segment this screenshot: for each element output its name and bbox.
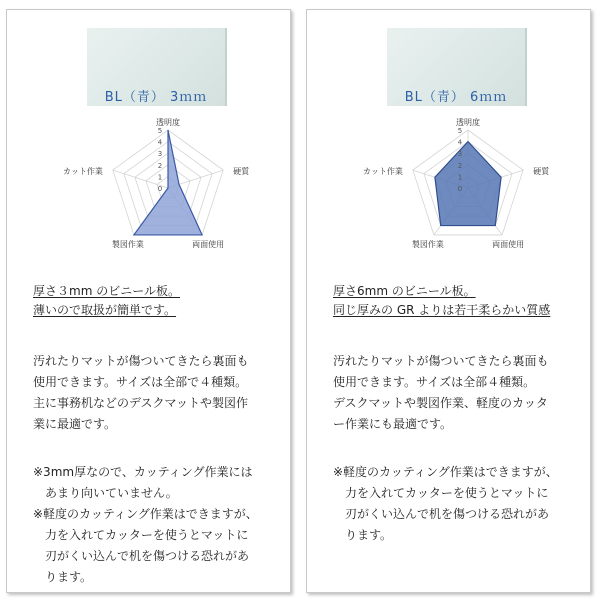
radar-scale-label: 1 bbox=[157, 173, 163, 182]
notes bbox=[333, 462, 588, 546]
headline-line: 同じ厚みの GR よりは若干柔らかい質感 bbox=[333, 303, 551, 317]
product-card-3mm bbox=[6, 9, 291, 593]
description-line: ー作業にも最適です。 bbox=[333, 417, 453, 431]
radar-data-area bbox=[134, 130, 202, 235]
note-line: 刃がくい込んで机を傷つける恐れがあ bbox=[345, 507, 550, 521]
radar-scale-label: 4 bbox=[457, 138, 463, 147]
radar-chart bbox=[345, 106, 555, 266]
radar-scale-label: 5 bbox=[157, 127, 163, 135]
headline-line: 厚さ6mm のビニール板。 bbox=[333, 284, 476, 298]
vinyl-sample-swatch bbox=[87, 28, 227, 106]
radar-axis-label: 両面使用 bbox=[492, 239, 525, 249]
note-line: ※3mm厚なので、カッティング作業には bbox=[33, 465, 253, 479]
description-line: 業に最適です。 bbox=[33, 417, 117, 431]
description-line: 汚れたりマットが傷ついてきたら裏面も bbox=[333, 354, 549, 368]
radar-scale-label: 2 bbox=[457, 161, 463, 170]
description-line: 使用できます。サイズは全部で４種類。 bbox=[33, 375, 248, 389]
note-line: あまり向いていません。 bbox=[45, 486, 178, 500]
description bbox=[33, 351, 283, 435]
radar-data-area bbox=[435, 142, 501, 226]
description bbox=[333, 351, 583, 435]
radar-scale-label: 1 bbox=[457, 173, 463, 182]
radar-axis-label: 製図作業 bbox=[411, 239, 444, 249]
radar-axis-label: 両面使用 bbox=[192, 239, 225, 249]
radar-scale-label: 0 bbox=[457, 185, 463, 193]
radar-scale-label: 0 bbox=[157, 185, 163, 193]
headline bbox=[33, 282, 283, 320]
radar-axis-label: カット作業 bbox=[362, 167, 403, 177]
headline bbox=[333, 282, 583, 320]
radar-scale-label: 3 bbox=[157, 150, 163, 159]
description-line: 主に事務机などのデスクマットや製図作 bbox=[33, 396, 249, 410]
headline-line: 薄いので取扱が簡単です。 bbox=[33, 303, 177, 317]
notes bbox=[33, 462, 288, 588]
headline-line: 厚さ３mm のビニール板。 bbox=[33, 284, 180, 298]
radar-axis-label: 製図作業 bbox=[111, 239, 144, 249]
note-line: ります。 bbox=[45, 570, 93, 584]
radar-axis-label: カット作業 bbox=[62, 167, 103, 177]
radar-scale-label: 5 bbox=[457, 127, 463, 135]
radar-axis-label: 透明度 bbox=[156, 118, 180, 127]
note-line: ※軽度のカッティング作業はできますが、 bbox=[33, 507, 258, 521]
sample-label: BL（青） 3ｍｍ bbox=[104, 90, 208, 105]
vinyl-sample-swatch bbox=[387, 28, 527, 106]
radar-scale-label: 3 bbox=[457, 150, 463, 159]
radar-axis-label: 硬質 bbox=[233, 167, 250, 177]
description-line: デスクマットや製図作業、軽度のカッタ bbox=[333, 396, 548, 410]
note-line: ※軽度のカッティング作業はできますが、 bbox=[333, 465, 558, 479]
note-line: ります。 bbox=[345, 528, 393, 542]
product-card-6mm bbox=[306, 9, 591, 593]
sample-label: BL（青） 6ｍｍ bbox=[404, 90, 508, 105]
radar-chart bbox=[45, 106, 255, 266]
radar-scale-label: 2 bbox=[157, 161, 163, 170]
description-line: 汚れたりマットが傷ついてきたら裏面も bbox=[33, 354, 249, 368]
radar-axis-label: 透明度 bbox=[456, 118, 480, 127]
note-line: 力を入れてカッターを使うとマットに bbox=[345, 486, 549, 500]
note-line: 力を入れてカッターを使うとマットに bbox=[45, 528, 249, 542]
radar-scale-label: 4 bbox=[157, 138, 163, 147]
note-line: 刃がくい込んで机を傷つける恐れがあ bbox=[45, 549, 250, 563]
radar-axis-label: 硬質 bbox=[533, 167, 550, 177]
description-line: 使用できます。サイズは全部４種類。 bbox=[333, 375, 536, 389]
